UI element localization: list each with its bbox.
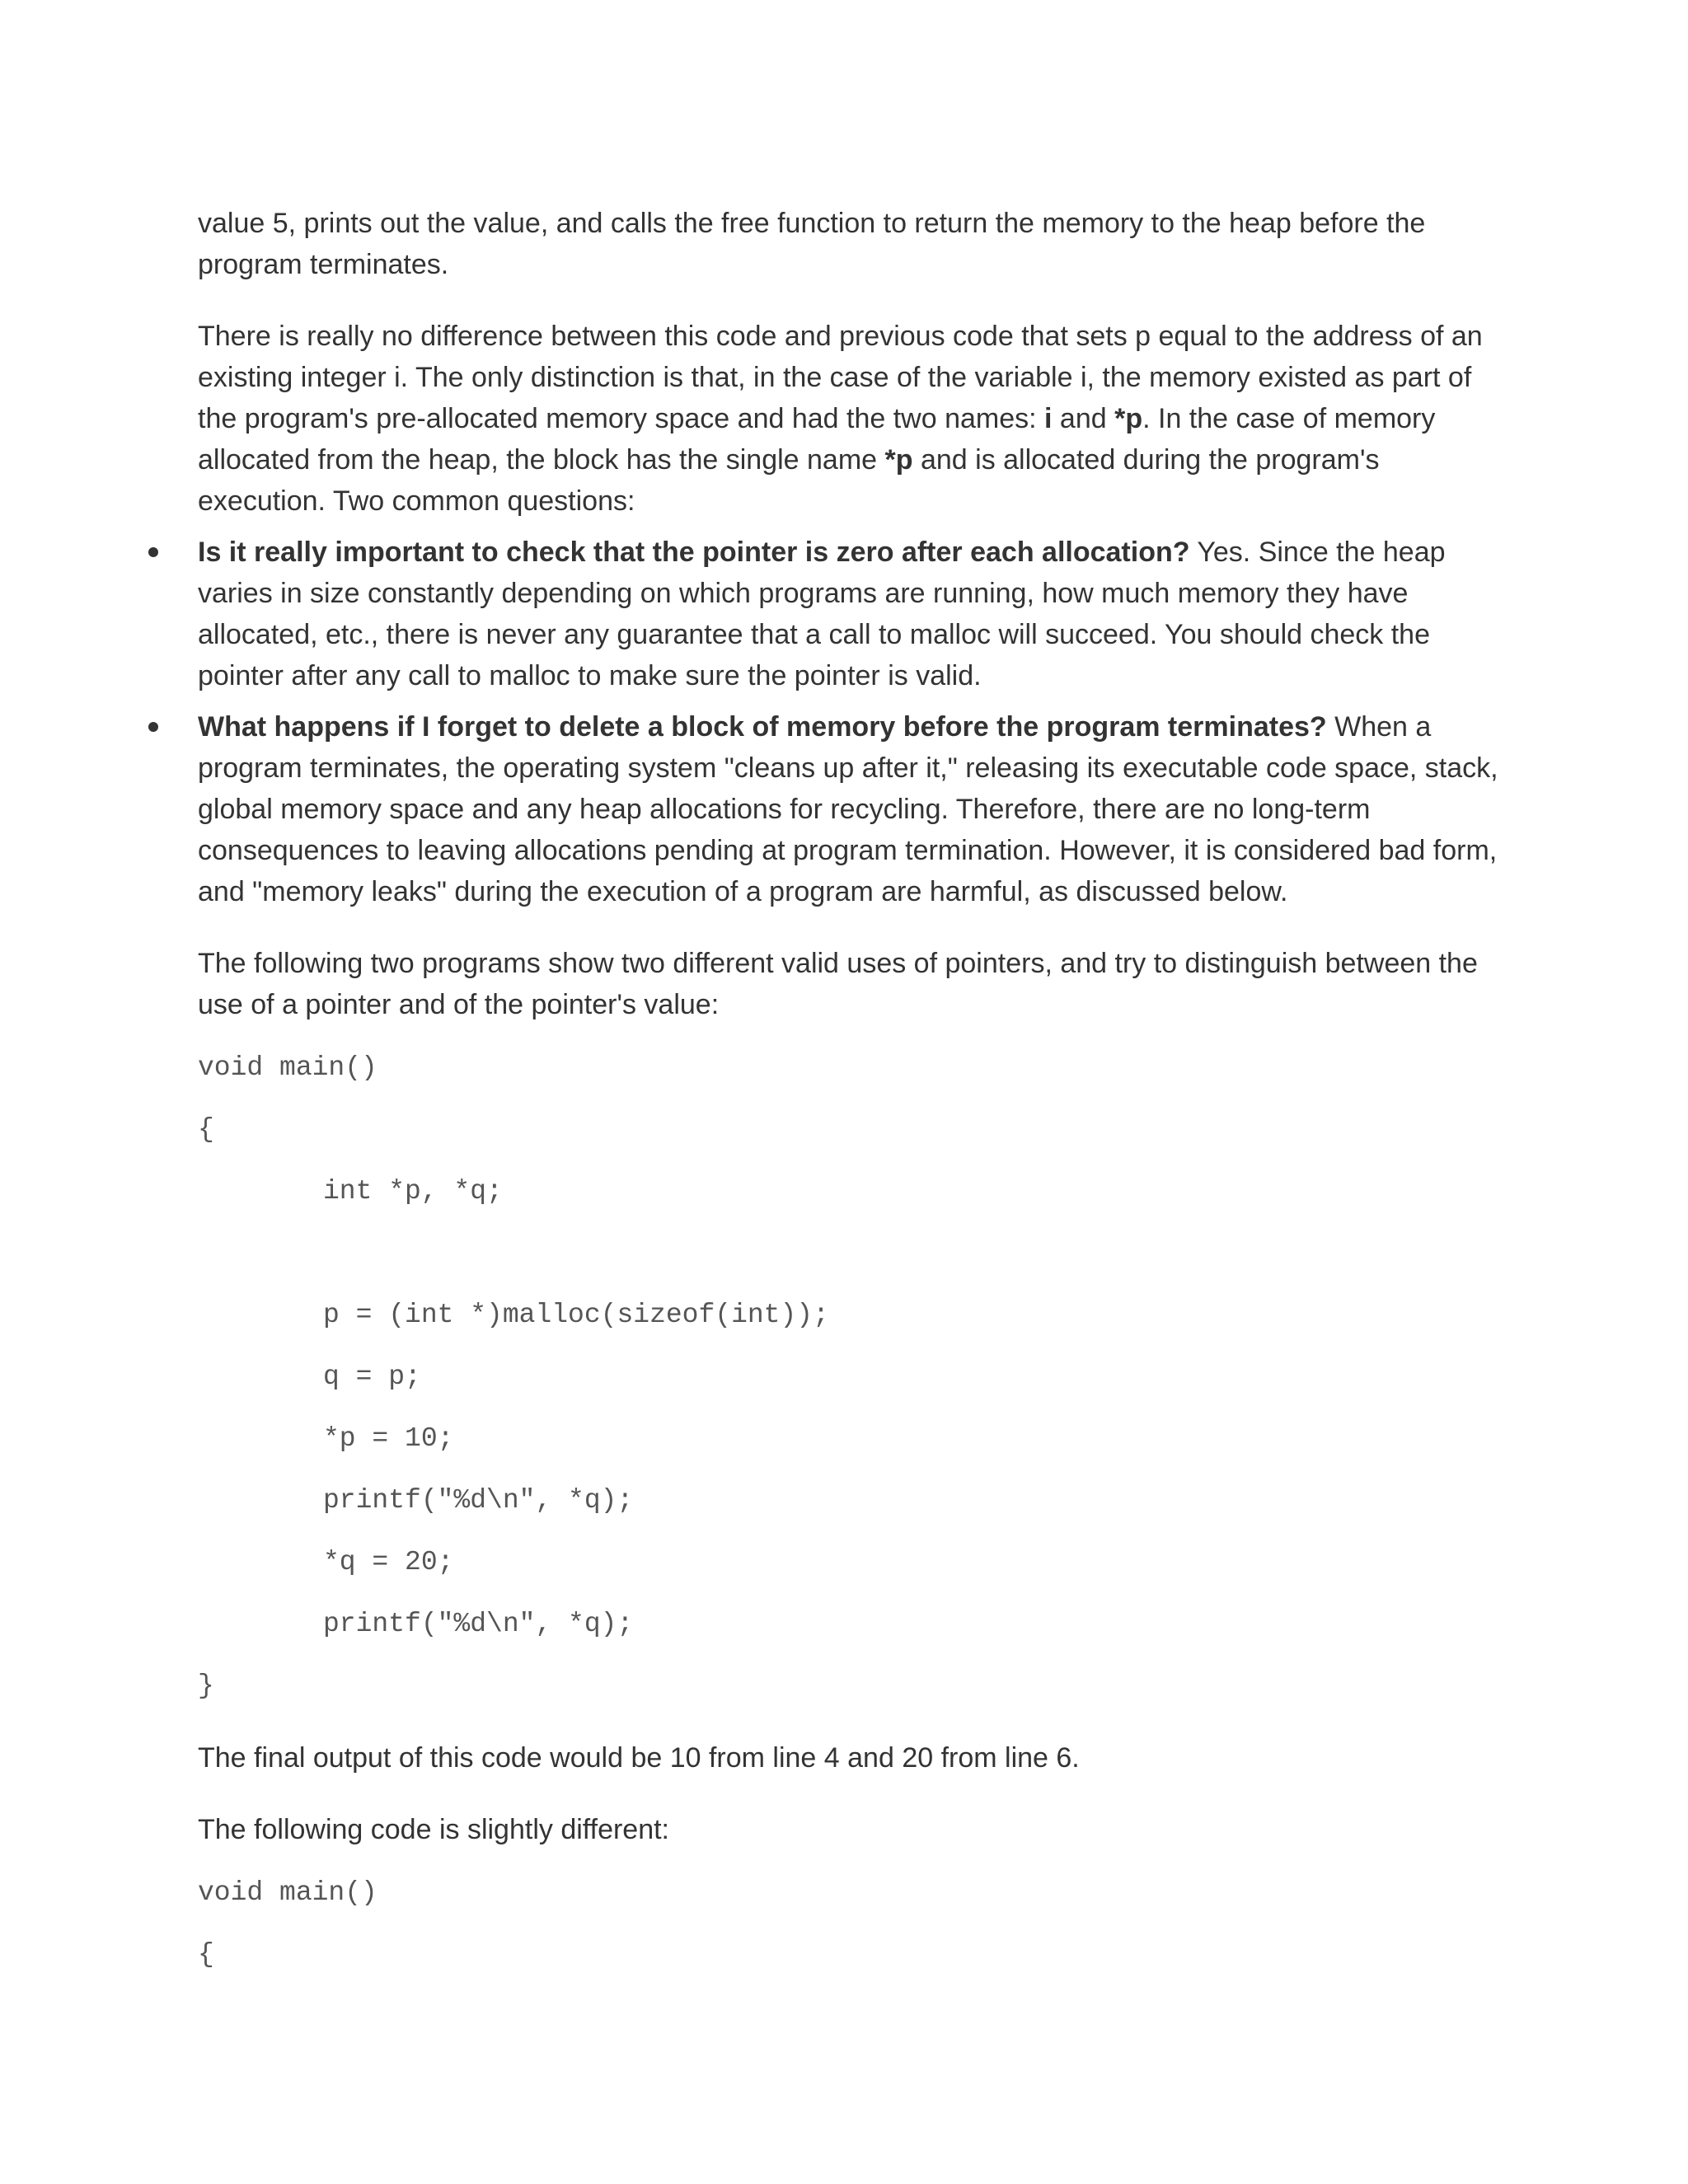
code-line: q = p; bbox=[323, 1361, 421, 1392]
text-span: . In the case of memory bbox=[1142, 403, 1436, 434]
bold-term: *p bbox=[1114, 403, 1143, 434]
code-line: printf("%d\n", *q); bbox=[323, 1609, 634, 1639]
paragraph-text: program terminates. bbox=[198, 249, 449, 280]
list-item-text: program terminates, the operating system "cleans up after it," releasing its executable code space, stack, bbox=[198, 752, 1498, 784]
list-item-text: pointer after any call to malloc to make sure the pointer is valid. bbox=[198, 660, 982, 691]
text-span: Yes. Since the heap bbox=[1189, 537, 1446, 568]
bullet-icon bbox=[148, 547, 158, 557]
bullet-icon bbox=[148, 722, 158, 732]
code-line: p = (int *)malloc(sizeof(int)); bbox=[323, 1300, 829, 1330]
paragraph-text: There is really no difference between this code and previous code that sets p equal to the address of an bbox=[198, 321, 1483, 352]
paragraph-text bbox=[198, 398, 1435, 439]
code-line: printf("%d\n", *q); bbox=[323, 1485, 634, 1516]
list-item-text: allocated, etc., there is never any guarantee that a call to malloc will succeed. You should check the bbox=[198, 619, 1431, 650]
bold-term: i bbox=[1044, 403, 1053, 434]
paragraph-text: use of a pointer and of the pointer's value: bbox=[198, 989, 720, 1020]
text-span: When a bbox=[1326, 711, 1432, 743]
text-span: and is allocated during the program's bbox=[912, 444, 1380, 476]
code-line: *p = 10; bbox=[323, 1423, 454, 1454]
text-span: allocated from the heap, the block has the single name bbox=[198, 444, 885, 476]
code-line: } bbox=[198, 1671, 214, 1701]
list-item-text bbox=[198, 706, 1431, 748]
paragraph-text: The final output of this code would be 10 from line 4 and 20 from line 6. bbox=[198, 1742, 1080, 1774]
code-line: void main() bbox=[198, 1052, 377, 1083]
list-item-text: global memory space and any heap allocations for recycling. Therefore, there are no long-term bbox=[198, 794, 1371, 825]
list-item-text bbox=[198, 532, 1446, 573]
bold-term: *p bbox=[884, 444, 913, 476]
paragraph-text: The following two programs show two different valid uses of pointers, and try to distinguish between the bbox=[198, 948, 1478, 979]
paragraph-text: existing integer i. The only distinction is that, in the case of the variable i, the memory existed as part of bbox=[198, 362, 1472, 393]
list-item-text: consequences to leaving allocations pending at program termination. However, it is considered bad form, bbox=[198, 835, 1498, 866]
code-line: void main() bbox=[198, 1877, 377, 1908]
code-line: { bbox=[198, 1114, 214, 1145]
list-item-text: and "memory leaks" during the execution of a program are harmful, as discussed below. bbox=[198, 876, 1288, 907]
list-item-text: varies in size constantly depending on which programs are running, how much memory they have bbox=[198, 578, 1409, 609]
paragraph-text: execution. Two common questions: bbox=[198, 485, 635, 517]
text-span: and bbox=[1052, 403, 1115, 434]
code-line: *q = 20; bbox=[323, 1547, 454, 1577]
bold-question: Is it really important to check that the pointer is zero after each allocation? bbox=[198, 537, 1190, 568]
text-span: the program's pre-allocated memory space and had the two names: bbox=[198, 403, 1045, 434]
code-line: { bbox=[198, 1939, 214, 1970]
paragraph-text bbox=[198, 439, 1379, 480]
paragraph-text: The following code is slightly different: bbox=[198, 1814, 670, 1845]
code-line: int *p, *q; bbox=[323, 1176, 503, 1207]
paragraph-text: value 5, prints out the value, and calls the free function to return the memory to the heap before the bbox=[198, 208, 1426, 239]
bold-question: What happens if I forget to delete a block of memory before the program terminates? bbox=[198, 711, 1327, 743]
